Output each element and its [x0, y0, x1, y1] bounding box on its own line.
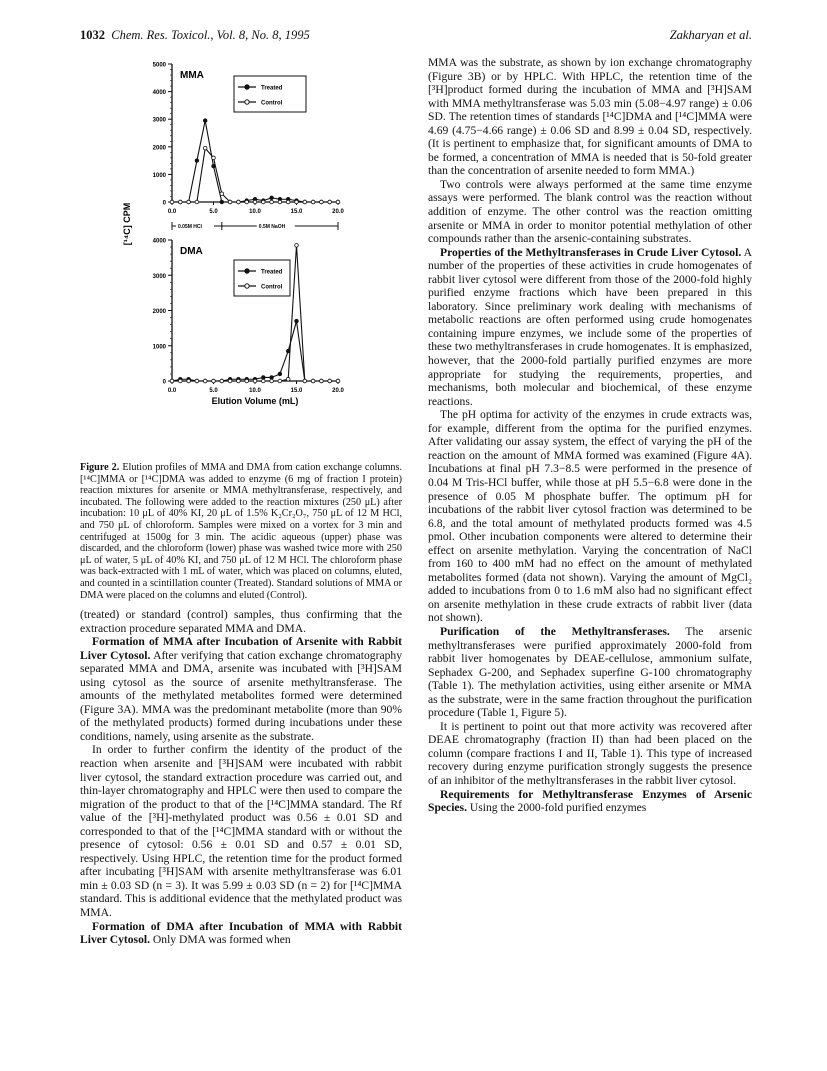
paragraph-text: The arsenic methyltransferases were purified approximately 2000-fold from rabbit liver homogenates by DEAE-cellulose, ammonium sulfate, Sephadex G-200, and Sephadex superfine G-100 chromatography (Table 1). The methylation activities, using either arsenite or MMA as the substrate, were in the same fraction throughout the purification procedure (Table 1, Figure 5). [428, 624, 752, 720]
legend-swatch-marker [245, 269, 249, 273]
data-point [228, 200, 232, 204]
y-tick-label: 3000 [152, 273, 166, 280]
data-point [203, 146, 207, 150]
x-tick-label: 15.0 [290, 388, 303, 394]
paragraph [428, 625, 752, 720]
paragraph-text: After verifying that cation exchange chromatography separated MMA and DMA, arsenite was incubated with [³H]SAM using cytosol as the source of arsenite methyltransferase. The amounts of the methylated metabolites formed were determined (Figure 3A). MMA was the predominant metabolite (more than 90% of the methylated products) formed during incubations under these conditions, namely, using arsenite as the substrate. [80, 648, 402, 743]
x-tick-label: 10.0 [249, 388, 261, 394]
data-point [220, 192, 224, 196]
data-point [170, 200, 174, 204]
y-tick-label: 0 [162, 200, 166, 207]
data-point [195, 379, 199, 383]
data-point [295, 319, 299, 323]
page-number: 1032 [80, 28, 105, 42]
data-point [262, 200, 266, 204]
section-heading: Purification of the Methyltransferases. [440, 624, 670, 638]
elution-profile-chart [80, 56, 402, 461]
paragraph-text: Only DMA was formed when [150, 933, 291, 947]
data-point [320, 200, 324, 204]
section-heading: Requirements for Methyltransferase Enzymes of Arsenic Species. [428, 787, 752, 815]
elution-label: 0.5M NaOH [258, 224, 286, 231]
data-point [295, 200, 299, 204]
x-tick-label: 20.0 [332, 388, 344, 394]
data-point [187, 200, 191, 204]
paragraph [428, 788, 752, 815]
figure-caption [80, 462, 402, 601]
data-point [187, 379, 191, 383]
x-tick-label: 0.0 [167, 209, 177, 215]
data-point [203, 379, 207, 383]
y-tick-label: 3000 [152, 117, 166, 124]
panel-title: DMA [180, 246, 203, 257]
series-line-control [172, 245, 338, 381]
caption-text: Elution profiles of MMA and DMA from cation exchange columns. [¹⁴C]MMA or [¹⁴C]DMA was added to enzyme (6 mg of fraction I protein) reaction mixtures for arsenite or MMA methyltransferase, respectively, and incubated. The following were added to the reaction mixtures (250 μL) after incubation: 10 μL of 40% KI, 20 μL of 1.5% K₂Cr₂O₇, 750 μL of 12 M HCl, and 750 μL of chloroform. Samples were mixed on a vortex for 3 min and centrifuged at 1500g for 3 min. The acidic aqueous (upper) phase was discarded, and the chloroform (lower) phase was washed twice more with 250 μL of water, 5 μL of 40% KI, and 750 μL of 12 M HCl. The chloroform phase was back-extracted with 1 mL of water, which was placed on columns, eluted, and counted in a scintillation counter (Treated). Standard solutions of MMA or DMA were placed on the columns and eluted (Control). [80, 462, 402, 601]
header-left [80, 28, 310, 43]
data-point [278, 200, 282, 204]
data-point [179, 379, 183, 383]
paragraph [428, 246, 752, 409]
legend-label: Control [261, 100, 283, 107]
y-tick-label: 5000 [152, 62, 166, 69]
x-tick-label: 15.0 [290, 209, 303, 215]
paragraph: (treated) or standard (control) samples, thus confirming that the extraction procedure separated MMA and DMA. [80, 608, 402, 635]
data-point [320, 379, 324, 383]
data-point [328, 200, 332, 204]
section-heading: Formation of DMA after Incubation of MMA with Rabbit Liver Cytosol. [80, 919, 402, 947]
caption-label: Figure 2. [80, 462, 120, 473]
data-point [237, 200, 241, 204]
x-tick-label: 20.0 [332, 209, 344, 215]
legend-swatch-marker [245, 100, 249, 104]
section-heading: Formation of MMA after Incubation of Arsenite with Rabbit Liver Cytosol. [80, 635, 402, 662]
paragraph [80, 635, 402, 743]
legend-label: Treated [261, 85, 283, 92]
data-point [212, 379, 216, 383]
data-point [270, 196, 274, 200]
data-point [245, 379, 249, 383]
series-line-treated [172, 321, 338, 381]
data-point [212, 156, 216, 160]
header-authors: Zakharyan et al. [669, 28, 752, 42]
paragraph: Two controls were always performed at the same time enzyme assays were performed. The blank control was the reaction without addition of enzyme. The other control was the reaction omitting arsenite or MMA in order to monitor potential methylation of other compounds rather than the arsenic-containing substrates. [428, 177, 752, 246]
y-tick-label: 1000 [152, 172, 166, 179]
data-point [195, 200, 199, 204]
data-point [303, 379, 307, 383]
x-axis-label: Elution Volume (mL) [211, 396, 299, 406]
data-point [278, 379, 282, 383]
data-point [195, 159, 199, 163]
data-point [253, 200, 257, 204]
paragraph-text: Using the 2000-fold purified enzymes [466, 801, 647, 815]
data-point [336, 379, 340, 383]
data-point [270, 379, 274, 383]
figure-2 [80, 56, 402, 461]
legend-box [234, 260, 290, 296]
data-point [237, 379, 241, 383]
data-point [311, 379, 315, 383]
data-point [220, 200, 224, 204]
data-point [179, 200, 183, 204]
journal-citation: Chem. Res. Toxicol., Vol. 8, No. 8, 1995 [111, 28, 310, 42]
data-point [262, 376, 266, 380]
data-point [262, 379, 266, 383]
paragraph [80, 920, 402, 947]
elution-label: 0.05M HCl [178, 224, 202, 231]
data-point [328, 379, 332, 383]
y-tick-label: 4000 [152, 238, 166, 245]
paragraph: In order to further confirm the identity of the product of the reaction when arsenite and [³H]SAM were incubated with rabbit liver cytosol, the standard extraction procedure was carried out, and thin-layer chromatography and HPLC were then used to compare the migration of the product to that of the [¹⁴C]MMA standard. The Rf value of the [³H]-methylated product was 0.56 ± 0.01 SD and corresponded to that of the [¹⁴C]MMA standard with or without the presence of cytosol: 0.56 ± 0.01 SD and 0.57 ± 0.01 SD, respectively. Using HPLC, the retention time for the product formed after incubating [³H]SAM with arsenite methyltransferase was 6.01 min ± 0.03 SD (n = 3). It was 5.99 ± 0.03 SD (n = 2) for [¹⁴C]MMA standard. This is additional evidence that the methylated product was MMA. [80, 743, 402, 920]
legend-label: Treated [261, 269, 283, 276]
x-tick-label: 5.0 [209, 209, 218, 215]
data-point [336, 200, 340, 204]
y-tick-label: 4000 [152, 90, 166, 97]
data-point [203, 119, 207, 123]
data-point [170, 379, 174, 383]
right-column [428, 56, 752, 815]
data-point [245, 200, 249, 204]
data-point [220, 379, 224, 383]
panel-title: MMA [180, 70, 204, 81]
data-point [286, 377, 290, 381]
section-heading: Properties of the Methyltransferases in Crude Liver Cytosol. [440, 245, 742, 259]
y-tick-label: 2000 [152, 145, 166, 152]
data-point [295, 243, 299, 247]
legend-box [234, 76, 306, 112]
data-point [270, 200, 274, 204]
data-point [303, 200, 307, 204]
x-tick-label: 5.0 [209, 388, 218, 394]
data-point [228, 379, 232, 383]
paragraph: The pH optima for activity of the enzymes in crude extracts was, for example, different from the optima for the purified enzymes. After validating our assay system, the effect of varying the pH of the reaction on the amount of MMA formed was examined (Figure 4A). Incubations at final pH 7.3−8.5 were performed in the presence of 0.04 M Tris-HCl buffer, while those at pH 5.5−6.8 were done in the presence of 0.05 M phosphate buffer. The optimum pH for incubations of the rabbit liver cytosol fraction was determined to be 6.8, and the total amount of methylated products formed was 4.5 pmol. Other incubation components were altered to determine their effect on arsenite methylation. Varying the concentration of NaCl from 160 to 400 mM had no effect on the amount of methylated metabolites formed (data not shown). Varying the amount of MgCl₂ added to incubations from 0 to 1.6 mM also had no significant effect on arsenite methylation in these crude extracts of rabbit liver (data not shown). [428, 408, 752, 625]
paragraph: It is pertinent to point out that more activity was recovered after DEAE chromatography (fraction II) than had been placed on the column (compare fractions I and II, Table 1). This type of increased recovery during enzyme purification strongly suggests the presence of an inhibitor of the methyltransferases in the rabbit liver cytosol. [428, 719, 752, 787]
x-tick-label: 10.0 [249, 209, 261, 215]
legend-swatch-marker [245, 85, 249, 89]
left-column [80, 608, 402, 947]
paragraph-text: A number of the properties of these activities in crude homogenates of rabbit liver cytosol were different from those of the 2000-fold highly purified enzyme fractions which have been prepared in this laboratory. Since preliminary work dealing with mechanisms of metabolic reactions are often performed using crude homogenates containing impure enzymes, we include some of the properties of these two methyltransferases in crude homogenates. It is emphasized, however, that the 2000-fold partially purified enzymes are more appropriate for studying the requirements, properties, and mechanisms, both molecular and biochemical, of these enzyme reactions. [428, 245, 752, 408]
x-tick-label: 0.0 [167, 388, 177, 394]
legend-swatch-marker [245, 284, 249, 288]
data-point [311, 200, 315, 204]
y-tick-label: 1000 [152, 344, 166, 351]
y-tick-label: 2000 [152, 309, 166, 315]
data-point [253, 379, 257, 383]
y-axis-label: [¹⁴C] CPM [122, 202, 132, 246]
paragraph: MMA was the substrate, as shown by ion exchange chromatography (Figure 3B) or by HPLC. With HPLC, the retention time of the [³H]product formed during the incubation of MMA and [³H]SAM with MMA methyltransferase was 5.03 min (5.08−4.97 range) ± 0.06 SD. The retention times of standards [¹⁴C]DMA and [¹⁴C]MMA were 4.69 (4.75−4.66 range) ± 0.06 SD and 8.99 ± 0.04 SD, respectively. (It is pertinent to emphasize that, for significant amounts of DMA to be formed, a concentration of MMA is needed that is 50-fold greater than the concentration of arsenite needed to form MMA.) [428, 56, 752, 178]
legend-label: Control [261, 284, 283, 291]
data-point [278, 372, 282, 376]
y-tick-label: 0 [162, 379, 166, 386]
data-point [286, 200, 290, 204]
series-line-control [172, 148, 338, 202]
data-point [270, 376, 274, 380]
